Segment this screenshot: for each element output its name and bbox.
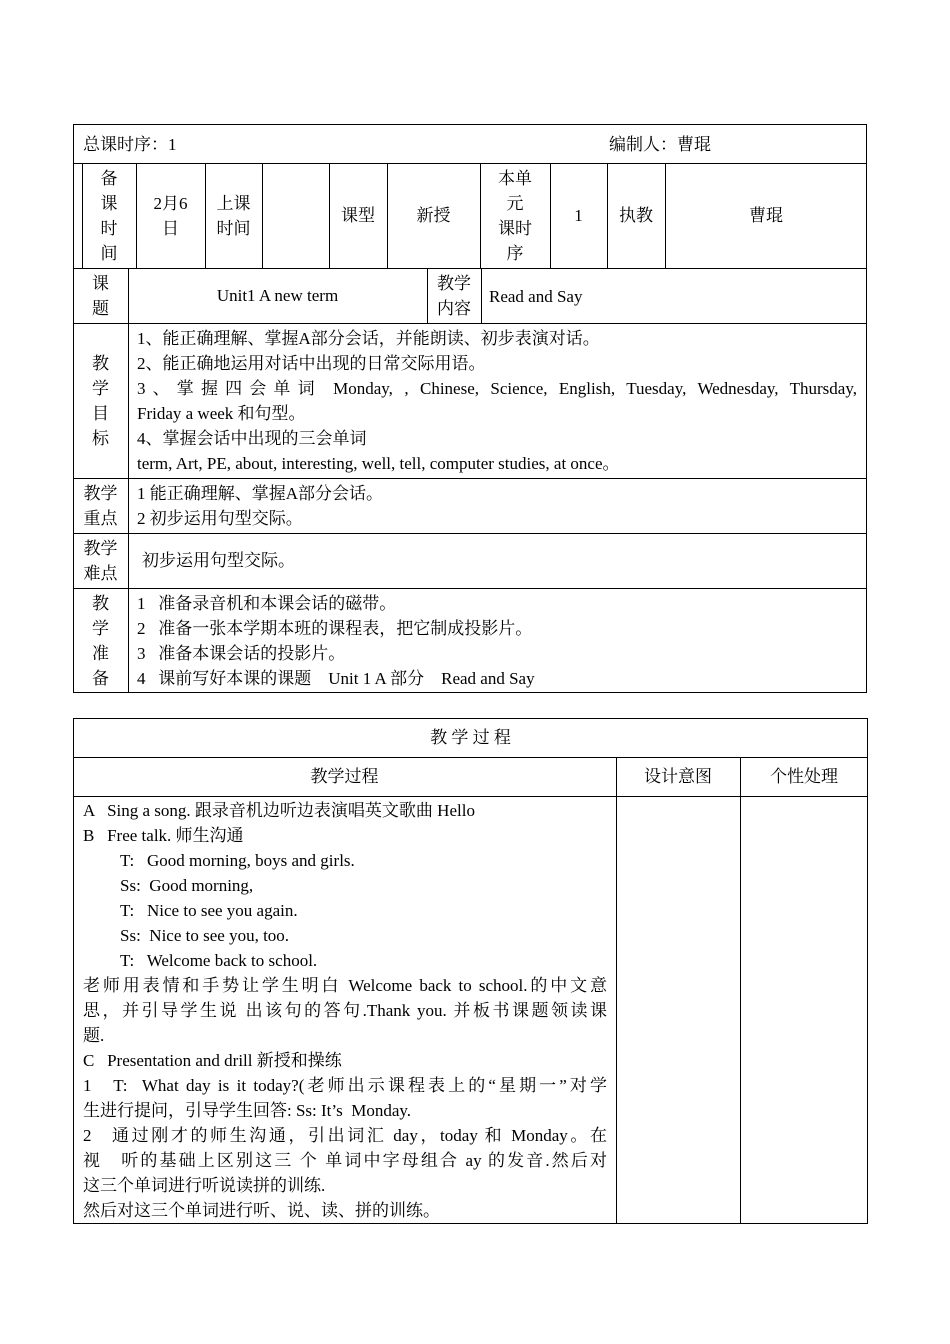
teacher-label: 执教: [619, 206, 653, 225]
preparation-line: 2 准备一张本学期本班的课程表，把它制成投影片。: [137, 619, 533, 638]
row-divider: [73, 323, 867, 324]
col-header-design: 设计意图: [644, 767, 712, 786]
objective-line: 4、掌握会话中出现的三会单词: [137, 429, 367, 448]
topic-value: Unit1 A new term: [216, 286, 339, 305]
content-label: 教学 内容: [437, 273, 471, 318]
key-point-line: 1 能正确理解、掌握A部分会话。: [137, 484, 384, 503]
prep-time-label: 备 课 时 间: [100, 168, 118, 263]
process-line: Ss: Nice to see you, too.: [120, 926, 290, 945]
preparation-label: 教 学 准 备: [92, 593, 109, 688]
preparation-line: 3 准备本课会话的投影片。: [137, 644, 346, 663]
process-line: 然后对这三个单词进行听、说、读、拼的训练。: [83, 1201, 440, 1220]
objective-line: Friday a week 和句型。: [137, 404, 306, 423]
lesson-type-label: 课型: [341, 206, 375, 225]
process-line: C Presentation and drill 新授和操练: [83, 1051, 342, 1070]
objective-line: 1、能正确理解、掌握A部分会话，并能朗读、初步表演对话。: [137, 329, 600, 348]
class-time-label: 上课 时间: [216, 193, 251, 238]
class-time-value: [262, 163, 329, 268]
process-line: 老师用表情和手势让学生明白 Welcome back to school.的中文意: [83, 976, 607, 995]
process-line: A Sing a song. 跟录音机边听边表演唱英文歌曲 Hello: [83, 801, 475, 820]
process-line: 生进行提问，引导学生回答: Ss: It’s Monday.: [83, 1101, 412, 1120]
process-line: T: Good morning, boys and girls.: [120, 851, 355, 870]
difficulties-text: 初步运用句型交际。: [142, 551, 295, 570]
key-point-line: 2 初步运用句型交际。: [137, 509, 303, 528]
process-line: T: Welcome back to school.: [120, 951, 318, 970]
row-divider: [73, 533, 867, 534]
unit-order-label: 本单 元 课时 序: [498, 168, 532, 263]
process-line: T: Nice to see you again.: [120, 901, 298, 920]
total-lesson-order: 总课时序：1: [83, 135, 177, 154]
row-divider: [73, 478, 867, 479]
col-divider: [481, 268, 482, 323]
lesson-type-value: 新授: [416, 206, 451, 225]
objective-line: term, Art, PE, about, interesting, well, tell, computer studies, at once。: [137, 454, 620, 473]
teacher-value: 曹琨: [749, 206, 783, 225]
preparation-line: 1 准备录音机和本课会话的磁带。: [137, 594, 397, 613]
col-divider: [740, 757, 741, 1224]
process-line: 1 T: What day is it today?(老师出示课程表上的“星期一”对学: [83, 1076, 607, 1095]
process-line: 题.: [83, 1026, 105, 1045]
process-title: 教 学 过 程: [430, 728, 511, 747]
label-col-divider: [128, 268, 129, 693]
process-line: 思，并引导学生说 出该句的答句.Thank you. 并板书课题领读课: [83, 1001, 607, 1020]
process-line: Ss: Good morning,: [120, 876, 254, 895]
col-divider: [616, 757, 617, 1224]
editor: 编制人：曹琨: [609, 135, 711, 154]
difficulties-label: 教学 难点: [83, 538, 118, 583]
row-divider: [73, 588, 867, 589]
content-value: Read and Say: [489, 287, 583, 306]
process-line: 这三个单词进行听说读拼的训练.: [83, 1176, 326, 1195]
col-header-process: 教学过程: [310, 767, 379, 786]
process-line: 2 通过刚才的师生沟通，引出词汇 day，today 和 Monday。在: [83, 1126, 607, 1145]
topic-label: 课 题: [92, 273, 109, 318]
prep-date: 2月6 日: [153, 193, 188, 238]
process-line: B Free talk. 师生沟通: [83, 826, 244, 845]
process-line: 视 听的基础上区别这三 个 单词中字母组合 ay 的发音.然后对: [83, 1151, 607, 1170]
objective-line: 3、掌握四会单词 Monday, , Chinese, Science, English, Tuesday, Wednesday, Thursday,: [137, 379, 857, 398]
unit-order-value: 1: [574, 206, 583, 225]
preparation-line: 4 课前写好本课的课题 Unit 1 A 部分 Read and Say: [137, 669, 535, 688]
objective-line: 2、能正确地运用对话中出现的日常交际用语。: [137, 354, 486, 373]
objectives-label: 教 学 目 标: [92, 353, 109, 448]
key-points-label: 教学 重点: [83, 483, 118, 528]
row-divider: [73, 796, 868, 797]
col-header-personal: 个性处理: [770, 767, 838, 786]
